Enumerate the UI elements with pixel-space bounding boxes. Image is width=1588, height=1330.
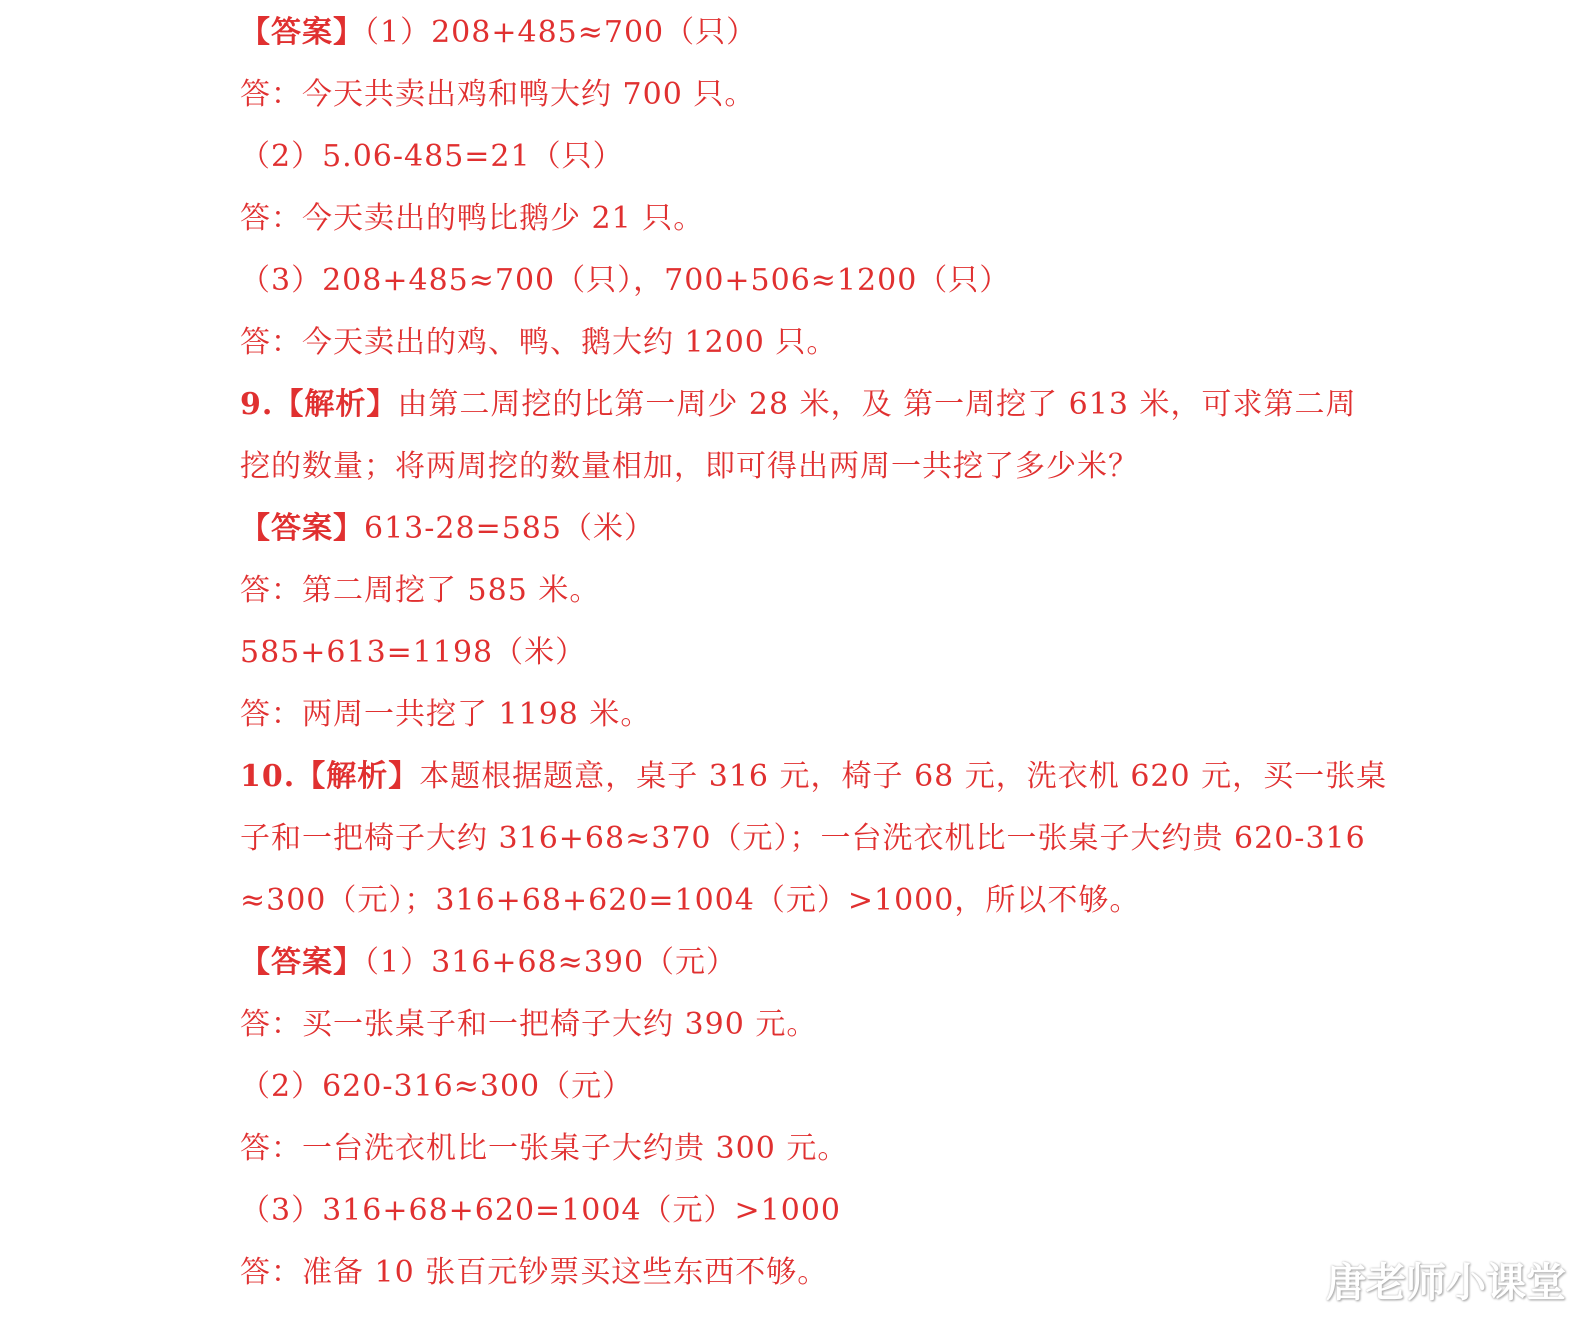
answer-line — [240, 261, 1010, 301]
line-text: 答：两周一共挖了 1198 米。 — [240, 697, 652, 732]
line-text: 本题根据题意，桌子 316 元，椅子 68 元，洗衣机 620 元，买一张桌 — [419, 759, 1388, 794]
line-text: 答：今天共卖出鸡和鸭大约 700 只。 — [240, 77, 756, 112]
answer-line — [240, 323, 837, 363]
answer-line — [240, 199, 704, 239]
answer-line — [240, 1129, 848, 1169]
line-prefix: 【答案】 — [240, 945, 364, 980]
line-prefix: 【答案】 — [240, 511, 364, 546]
line-text: 答：买一张桌子和一把椅子大约 390 元。 — [240, 1007, 818, 1042]
answer-line — [240, 1191, 841, 1231]
line-text: 答：第二周挖了 585 米。 — [240, 573, 601, 608]
answer-line — [240, 137, 624, 177]
answer-line — [240, 1067, 633, 1107]
line-text: （3）208+485≈700（只），700+506≈1200（只） — [240, 263, 1011, 298]
line-text: （2）620-316≈300（元） — [240, 1069, 634, 1104]
answer-line — [240, 695, 651, 735]
answer-line — [240, 571, 600, 611]
line-text: 挖的数量；将两周挖的数量相加，即可得出两周一共挖了多少米？ — [240, 449, 1139, 484]
answer-line — [240, 943, 737, 983]
answer-line — [240, 13, 757, 53]
answer-line — [240, 1253, 828, 1293]
watermark: 唐老师小课堂 — [1326, 1260, 1566, 1306]
line-text: 答：准备 10 张百元钞票买这些东西不够。 — [240, 1255, 829, 1290]
line-prefix: 【答案】 — [240, 15, 364, 50]
analysis-line — [240, 819, 1366, 859]
line-text: 答：今天卖出的鸭比鹅少 21 只。 — [240, 201, 705, 236]
line-text: 答：今天卖出的鸡、鸭、鹅大约 1200 只。 — [240, 325, 838, 360]
line-text: （3）316+68+620=1004（元）>1000 — [240, 1193, 842, 1228]
line-text: 585+613=1198（米） — [240, 635, 587, 670]
answer-line — [240, 633, 586, 673]
analysis-line — [240, 447, 1139, 487]
analysis-line — [240, 385, 1356, 425]
analysis-line — [240, 881, 1140, 921]
line-text: 子和一把椅子大约 316+68≈370（元）；一台洗衣机比一张桌子大约贵 620-316 — [240, 821, 1366, 856]
line-text: （2）5.06-485=21（只） — [240, 139, 624, 174]
answer-line — [240, 75, 755, 115]
analysis-line — [240, 757, 1387, 797]
line-text: ≈300（元）；316+68+620=1004（元）>1000，所以不够。 — [240, 883, 1141, 918]
answer-line — [240, 1005, 817, 1045]
line-prefix: 9.【解析】 — [240, 387, 398, 422]
line-prefix: 10.【解析】 — [240, 759, 420, 794]
line-text: 由第二周挖的比第一周少 28 米，及 第一周挖了 613 米，可求第二周 — [397, 387, 1357, 422]
answer-line — [240, 509, 655, 549]
line-text: （1）316+68≈390（元） — [364, 945, 738, 980]
line-text: 答：一台洗衣机比一张桌子大约贵 300 元。 — [240, 1131, 849, 1166]
line-text: （1）208+485≈700（只） — [364, 15, 758, 50]
line-text: 613-28=585（米） — [364, 511, 655, 546]
